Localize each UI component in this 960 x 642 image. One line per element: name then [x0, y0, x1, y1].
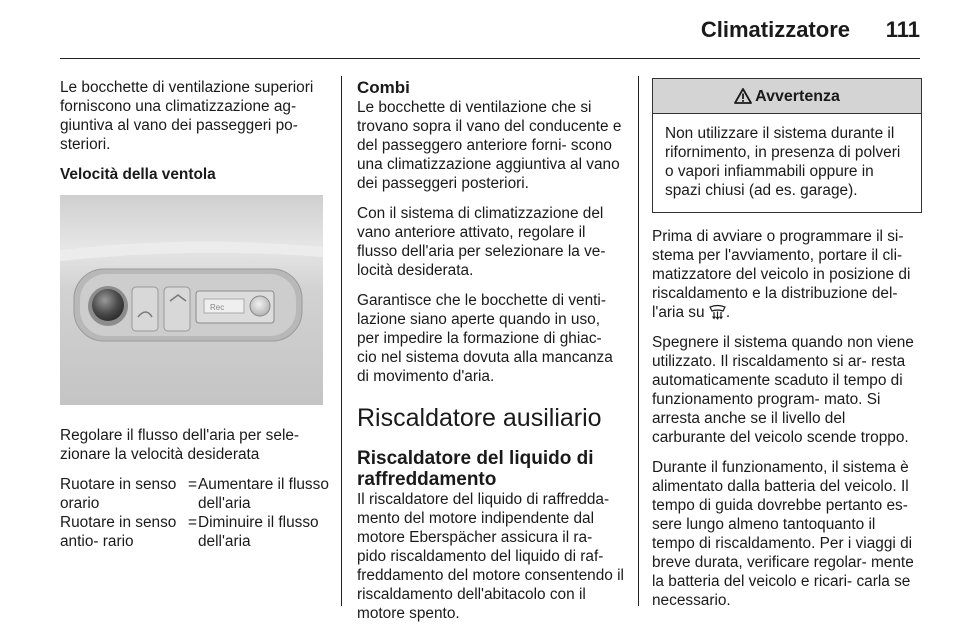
warning-header	[653, 79, 921, 114]
windscreen-footwell-icon	[709, 304, 726, 320]
page-number: 111	[885, 17, 920, 42]
table-cell-term: Ruotare in senso antio- rario	[60, 514, 177, 550]
svg-text:Rec: Rec	[210, 303, 225, 312]
page-header	[0, 0, 960, 58]
table-row	[60, 475, 330, 513]
coolant-heater-paragraph: Il riscaldatore del liquido di raffredda- mento del motore indipendente dal motore Eberspächer assicura il ra- pido riscaldamento del liquido di raf- freddamento del motore consentendo il riscaldamento dell'abitacolo con il motore spento.	[357, 491, 624, 622]
table-cell-eq: =	[188, 476, 197, 493]
preheat-text-end: .	[725, 304, 731, 321]
warning-triangle-icon	[734, 88, 752, 104]
combi-paragraph-3: Garantisce che le bocchette di venti- lazione siano aperte quando in uso, per impedire la formazione di ghiac- cio nel sistema dovuta alla mancanza di movimento d'aria.	[357, 292, 613, 385]
column-divider	[638, 76, 639, 606]
page-title: Climatizzatore	[700, 17, 850, 42]
warning-title: Avvertenza	[755, 87, 840, 105]
intro-paragraph: Le bocchette di ventilazione superiori forniscono una climatizzazione ag- giuntiva al vano dei passeggeri po- steriori.	[60, 79, 314, 153]
table-cell-term: Ruotare in senso orario	[60, 476, 177, 512]
aux-heater-heading: Riscaldatore ausiliario	[357, 404, 602, 432]
header-rule	[60, 58, 920, 59]
combi-paragraph: Le bocchette di ventilazione che si trovano sopra il vano del conducente e del passeggero anteriore forni- scono una climatizzazione aggiuntiva al vano dei passeggeri posteriori.	[357, 99, 622, 192]
warning-text: Non utilizzare il sistema durante il rifornimento, in presenza di polveri o vapori infiammabili oppure in spazi chiusi (ad es. garage).	[665, 125, 901, 199]
table-cell-desc: Aumentare il flusso dell'aria	[198, 476, 329, 512]
combi-paragraph-2: Con il sistema di climatizzazione del vano anteriore attivato, regolare il flusso dell'aria per selezionare la ve- locità desiderata.	[357, 205, 606, 279]
table-row	[60, 513, 330, 551]
table-cell-eq: =	[188, 514, 197, 531]
fan-caption: Regolare il flusso dell'aria per sele- zionare la velocità desiderata	[60, 427, 300, 463]
warning-box	[652, 78, 922, 213]
fan-control-illustration	[60, 195, 323, 405]
battery-paragraph: Durante il funzionamento, il sistema è alimentato dalla batteria del veicolo. Il tempo di guida dovrebbe pertanto es- sere lungo almeno tantoquanto il tempo di riscaldamento. Per i viaggi di breve durata, verificare regolar- mente la batteria del veicolo e ricari- carla se necessario.	[652, 459, 914, 609]
rotation-table	[60, 475, 330, 551]
switch-off-paragraph: Spegnere il sistema quando non viene utilizzato. Il riscaldamento si ar- resta automaticamente scaduto il tempo di funzionamento program- mato. Si arresta anche se il livello del carburante del veicolo scende troppo.	[652, 334, 914, 446]
column-2	[357, 78, 625, 634]
column-1	[60, 78, 330, 551]
preheat-paragraph	[652, 227, 922, 322]
fan-speed-heading: Velocità della ventola	[60, 166, 216, 183]
column-3	[652, 78, 922, 621]
coolant-heater-heading: Riscaldatore del liquido di raffreddamento	[357, 448, 594, 490]
table-cell-desc: Diminuire il flusso dell'aria	[198, 514, 319, 550]
combi-heading: Combi	[357, 78, 410, 97]
column-divider	[341, 76, 342, 606]
preheat-text: Prima di avviare o programmare il si- stema per l'avviamento, portare il cli- matizzatore del veicolo in posizione di riscaldamento e la distribuzione del- l'aria su	[652, 228, 911, 321]
